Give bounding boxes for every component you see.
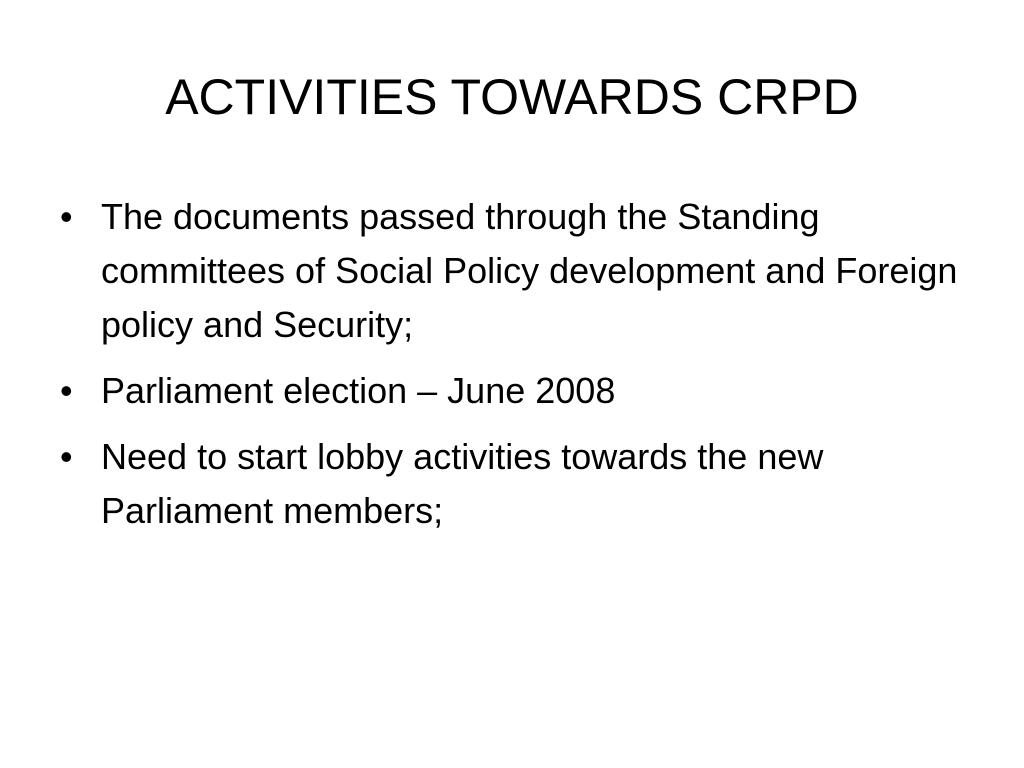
bullet-text: The documents passed through the Standing committees of Social Policy development and Foreign policy and Security; [101, 196, 958, 345]
bullet-list [60, 190, 970, 550]
bullet-point-icon: • [60, 370, 73, 411]
slide-title: ACTIVITIES TOWARDS CRPD [165, 69, 859, 125]
bullet-text: Need to start lobby activities towards the new Parliament members; [101, 436, 824, 531]
bullet-text: Parliament election – June 2008 [101, 370, 616, 411]
bullet-point-icon: • [60, 436, 73, 477]
bullet-item [60, 430, 970, 538]
bullet-item [60, 364, 970, 418]
bullet-item [60, 190, 970, 352]
bullet-point-icon: • [60, 196, 73, 237]
